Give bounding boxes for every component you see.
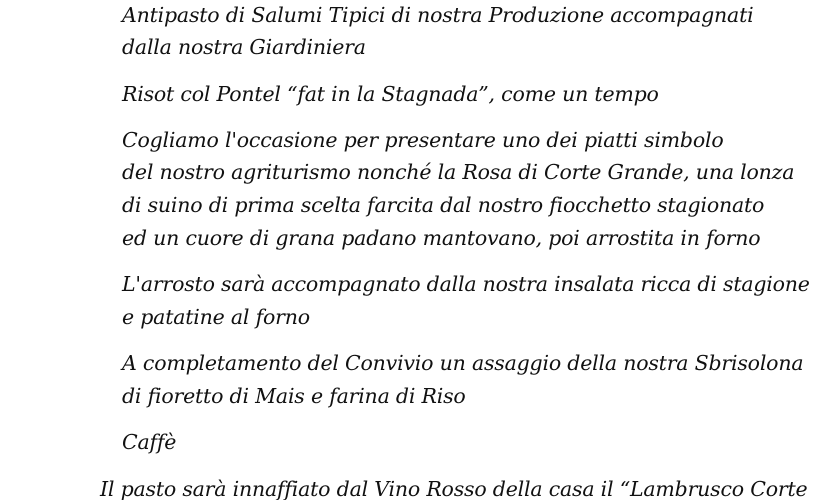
menu-item-sbrisolona-line-1: A completamento del Convivio un assaggio della nostra Sbrisolona <box>122 351 804 375</box>
menu-item-arrosto-line-1: L'arrosto sarà accompagnato dalla nostra insalata ricca di stagione <box>122 272 810 296</box>
menu-item-caffe: Caffè <box>122 430 177 454</box>
menu-item-rosa-line-2: del nostro agriturismo nonché la Rosa di Corte Grande, una lonza <box>122 160 795 184</box>
menu-item-antipasto-line-1: Antipasto di Salumi Tipici di nostra Produzione accompagnati <box>122 3 754 27</box>
menu-item-rosa-line-4: ed un cuore di grana padano mantovano, poi arrostita in forno <box>122 226 761 250</box>
menu-footer-wine-note: Il pasto sarà innaffiato dal Vino Rosso della casa il “Lambrusco Corte <box>100 477 808 500</box>
menu-item-arrosto-line-2: e patatine al forno <box>122 305 310 329</box>
menu-item-rosa-line-3: di suino di prima scelta farcita dal nostro fiocchetto stagionato <box>122 193 765 217</box>
menu-item-risotto: Risot col Pontel “fat in la Stagnada”, come un tempo <box>122 82 659 106</box>
menu-item-rosa-line-1: Cogliamo l'occasione per presentare uno dei piatti simbolo <box>122 128 724 152</box>
menu-item-sbrisolona-line-2: di fioretto di Mais e farina di Riso <box>122 384 466 408</box>
menu-item-antipasto-line-2: dalla nostra Giardiniera <box>122 35 366 59</box>
